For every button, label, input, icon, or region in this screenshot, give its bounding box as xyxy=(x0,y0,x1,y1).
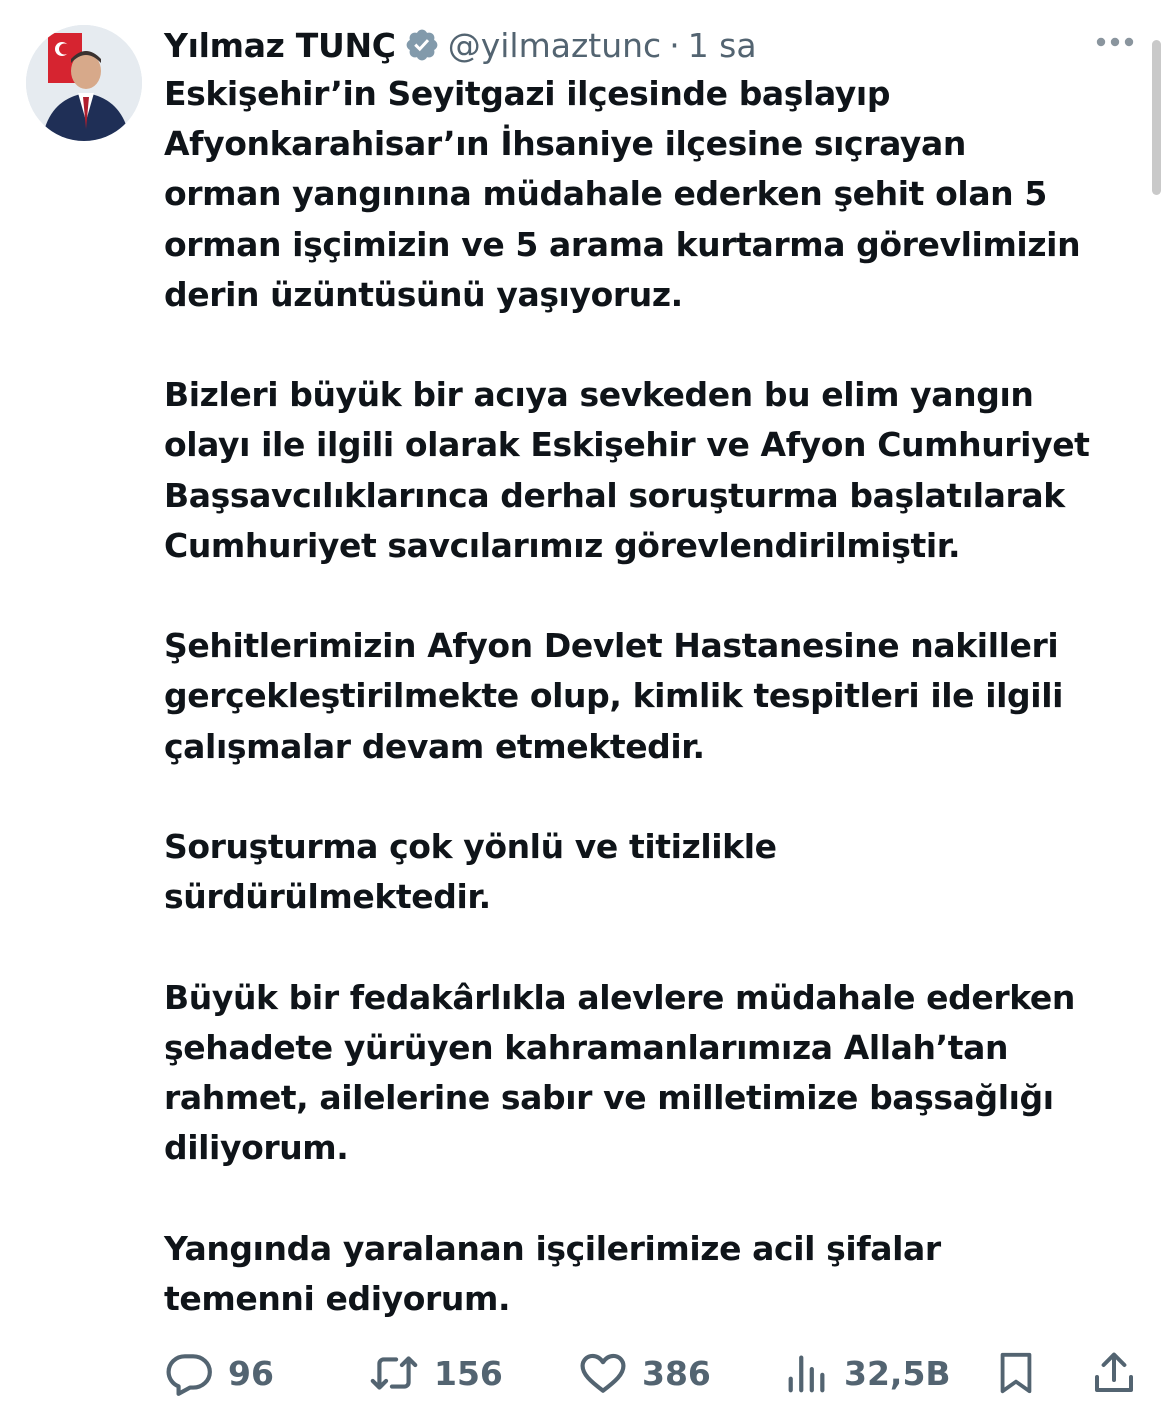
tweet-paragraph: Yangında yaralanan işçilerimize acil şifalar temenni ediyorum. xyxy=(164,1228,941,1318)
repost-icon xyxy=(368,1348,420,1398)
tweet-paragraph: Şehitlerimizin Afyon Devlet Hastanesine nakilleri gerçekleştirilmekte olup, kimlik tespitleri ile ilgili çalışmalar devam etmektedir. xyxy=(164,626,1064,766)
avatar[interactable] xyxy=(26,25,142,141)
views-icon xyxy=(784,1348,830,1398)
views-button[interactable] xyxy=(784,1338,951,1408)
views-count: 32,5B xyxy=(844,1353,951,1393)
repost-button[interactable] xyxy=(368,1338,503,1408)
more-options-icon[interactable] xyxy=(1090,30,1140,54)
scrollbar[interactable] xyxy=(1152,40,1161,195)
tweet-paragraph: Eskişehir’in Seyitgazi ilçesinde başlayıp Afyonkarahisar’ın İhsaniye ilçesine sıçrayan orman yangınına müdahale ederken şehit olan 5 orman işçimizin ve 5 arama kurtarma görevlimizin derin üzüntüsünü yaşıyoruz. xyxy=(164,74,1081,314)
tweet-header xyxy=(164,20,757,70)
verified-badge-icon xyxy=(404,27,440,63)
tweet-paragraph: Soruşturma çok yönlü ve titizlikle sürdürülmektedir. xyxy=(164,827,777,917)
timestamp[interactable]: 1 sa xyxy=(687,25,757,65)
share-button[interactable] xyxy=(1090,1338,1138,1408)
avatar-photo-icon xyxy=(26,25,142,141)
author-name[interactable]: Yılmaz TUNÇ xyxy=(164,25,396,65)
share-icon xyxy=(1090,1348,1138,1398)
tweet-paragraph: Bizleri büyük bir acıya sevkeden bu elim yangın olayı ile ilgili olarak Eskişehir ve Afyon Cumhuriyet Başsavcılıklarınca derhal soruşturma başlatılarak Cumhuriyet savcılarımız görevlendirilmiştir. xyxy=(164,375,1090,565)
action-bar xyxy=(0,1338,1170,1408)
like-count: 386 xyxy=(642,1353,711,1393)
like-button[interactable] xyxy=(578,1338,711,1408)
tweet-paragraph: Büyük bir fedakârlıkla alevlere müdahale ederken şehadete yürüyen kahramanlarımıza Allah’tan rahmet, ailelerine sabır ve milletimize başsağlığı diliyorum. xyxy=(164,977,1075,1168)
bookmark-button[interactable] xyxy=(993,1338,1039,1408)
author-handle[interactable]: @yilmaztunc xyxy=(447,25,662,65)
reply-icon xyxy=(164,1348,214,1398)
heart-icon xyxy=(578,1348,628,1398)
reply-count: 96 xyxy=(228,1353,274,1393)
separator-dot: · xyxy=(669,25,680,65)
tweet-text xyxy=(164,69,1149,1324)
bookmark-icon xyxy=(993,1348,1039,1398)
reply-button[interactable] xyxy=(164,1338,274,1408)
repost-count: 156 xyxy=(434,1353,503,1393)
